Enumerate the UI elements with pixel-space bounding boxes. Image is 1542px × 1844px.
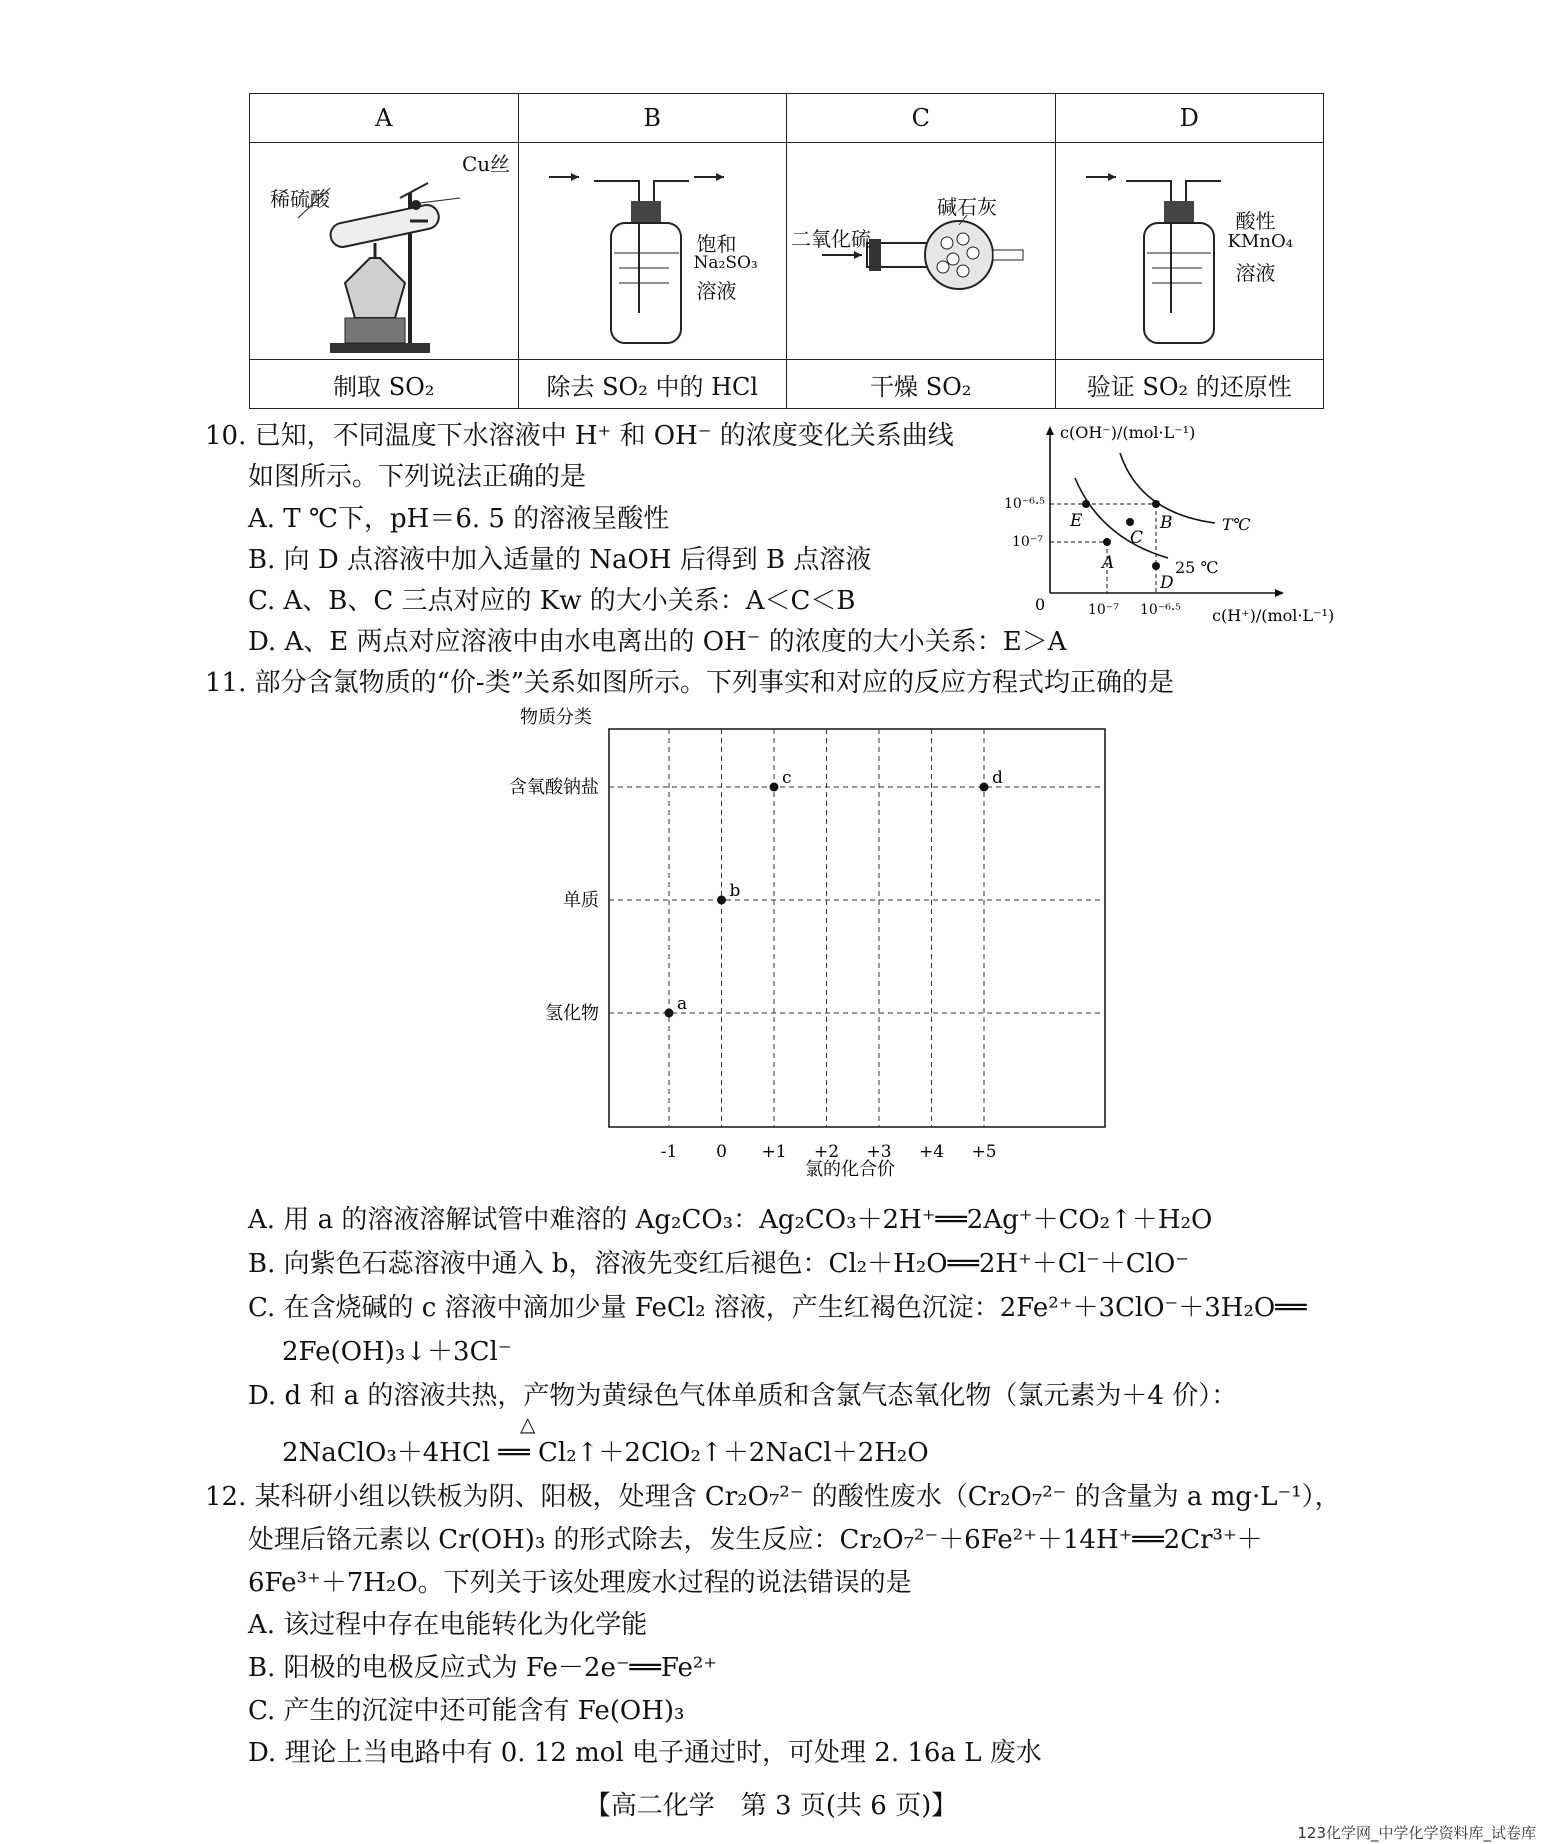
x-tick-label: +1 — [761, 1142, 787, 1162]
d-reagent-line2: KMnO₄ — [1227, 231, 1293, 252]
q10-stem-line2: 如图所示。下列说法正确的是 — [248, 462, 587, 492]
watermark: 123化学网_中学化学资料库_试卷库 — [1297, 1824, 1536, 1842]
curve-25c-label: 25 ℃ — [1175, 558, 1219, 577]
page-footer: 【高二化学 第 3 页(共 6 页)】 — [584, 1791, 958, 1821]
q11-stem: 11. 部分含氯物质的“价-类”关系如图所示。下列事实和对应的反应方程式均正确的是 — [205, 668, 1174, 698]
point-c — [1126, 518, 1134, 526]
q11-option-a: A. 用 a 的溶液溶解试管中难溶的 Ag₂CO₃：Ag₂CO₃＋2H⁺══2Ag⁺＋CO₂↑＋H₂O — [248, 1205, 1213, 1235]
caption-c: 干燥 SO₂ — [787, 360, 1056, 409]
x-tick-label: +5 — [971, 1142, 997, 1162]
header-b: B — [518, 94, 787, 143]
q11-valence-class-chart — [470, 705, 1130, 1200]
q12-stem-line2: 处理后铬元素以 Cr(OH)₃ 的形式除去，发生反应：Cr₂O₇²⁻＋6Fe²⁺＋14H⁺══2Cr³⁺＋ — [248, 1525, 1263, 1555]
wash-bottle-b-illustration — [519, 143, 787, 357]
header-c: C — [787, 94, 1056, 143]
apparatus-a-cell — [250, 143, 519, 360]
b-reagent-line2: Na₂SO₃ — [693, 253, 758, 273]
d-reagent-line1: 酸性 — [1235, 209, 1276, 233]
q12-stem-line3: 6Fe³⁺＋7H₂O。下列关于该处理废水过程的说法错误的是 — [248, 1568, 912, 1598]
category-label: 氢化物 — [545, 1003, 599, 1024]
chart-ylabel: 物质分类 — [520, 707, 592, 728]
point-a — [1103, 538, 1111, 546]
graph-origin: 0 — [1035, 595, 1046, 614]
caption-d: 验证 SO₂ 的还原性 — [1055, 360, 1324, 409]
point-d — [1152, 562, 1160, 570]
q10-option-d: D. A、E 两点对应溶液中由水电离出的 OH⁻ 的浓度的大小关系：E＞A — [248, 627, 1067, 657]
q11-option-b: B. 向紫色石蕊溶液中通入 b，溶液先变红后褪色：Cl₂＋H₂O══2H⁺＋Cl⁻＋ClO⁻ — [248, 1249, 1190, 1279]
x-tick-label: +3 — [866, 1142, 892, 1162]
category-label: 单质 — [563, 890, 599, 911]
ytick-lo: 10⁻⁷ — [1012, 534, 1043, 550]
dilute-acid-label: 稀硫酸 — [270, 187, 330, 211]
q11-option-c-line2: 2Fe(OH)₃↓＋3Cl⁻ — [282, 1337, 512, 1367]
point-label-c: c — [782, 768, 792, 788]
q12-option-a: A. 该过程中存在电能转化为化学能 — [248, 1610, 648, 1640]
q10-option-a: A. T ℃下，pH＝6. 5 的溶液呈酸性 — [248, 504, 670, 534]
curve-25c — [1075, 478, 1168, 558]
heat-symbol: △ — [520, 1412, 536, 1436]
point-label-a: a — [677, 994, 688, 1014]
point-b — [1152, 500, 1160, 508]
point-e — [1082, 500, 1090, 508]
soda-lime-label: 碱石灰 — [937, 195, 997, 219]
q11-option-d-line2: 2NaClO₃＋4HCl ══ Cl₂↑＋2ClO₂↑＋2NaCl＋2H₂O — [282, 1438, 929, 1468]
b-reagent-line1: 饱和 — [696, 232, 737, 256]
q11-option-d-line1: D. d 和 a 的溶液共热，产物为黄绿色气体单质和含氯气态氧化物（氯元素为＋4 价）： — [248, 1381, 1238, 1411]
caption-b: 除去 SO₂ 中的 HCl — [518, 360, 787, 409]
label-d: D — [1160, 573, 1174, 593]
point-c — [770, 783, 779, 792]
caption-a: 制取 SO₂ — [250, 360, 519, 409]
q10-stem-line1: 10. 已知，不同温度下水溶液中 H⁺ 和 OH⁻ 的浓度变化关系曲线 — [205, 421, 954, 451]
header-a: A — [250, 94, 519, 143]
apparatus-d-cell — [1055, 143, 1324, 360]
category-label: 含氧酸钠盐 — [509, 777, 599, 798]
x-tick-label: 0 — [716, 1142, 727, 1162]
xtick-hi: 10⁻⁶·⁵ — [1140, 602, 1181, 618]
xtick-lo: 10⁻⁷ — [1088, 602, 1119, 618]
chart-frame — [609, 729, 1105, 1127]
x-tick-label: +2 — [813, 1142, 840, 1162]
point-a — [665, 1009, 674, 1018]
label-c: C — [1130, 528, 1144, 548]
q12-stem-line1: 12. 某科研小组以铁板为阴、阳极，处理含 Cr₂O₇²⁻ 的酸性废水（Cr₂O₇²⁻ 的含量为 a mg·L⁻¹）， — [205, 1482, 1341, 1512]
apparatus-b-cell — [518, 143, 787, 360]
q12-option-b: B. 阳极的电极反应式为 Fe－2e⁻══Fe²⁺ — [248, 1653, 718, 1683]
header-d: D — [1055, 94, 1324, 143]
so2-gas-label: 二氧化硫 — [791, 227, 871, 251]
point-b — [717, 896, 726, 905]
curve-t-label: T℃ — [1222, 515, 1251, 534]
b-reagent-line3: 溶液 — [696, 279, 737, 303]
ytick-hi: 10⁻⁶·⁵ — [1004, 496, 1045, 512]
label-e: E — [1070, 511, 1083, 531]
apparatus-table — [249, 93, 1324, 409]
q11-option-c-line1: C. 在含烧碱的 c 溶液中滴加少量 FeCl₂ 溶液，产生红褐色沉淀：2Fe²⁺＋3ClO⁻＋3H₂O══ — [248, 1293, 1307, 1323]
graph-ylabel: c(OH⁻)/(mol·L⁻¹) — [1060, 423, 1196, 442]
label-b: B — [1160, 513, 1173, 533]
q10-option-c: C. A、B、C 三点对应的 Kw 的大小关系：A＜C＜B — [248, 586, 856, 616]
x-tick-label: -1 — [660, 1142, 678, 1162]
cu-wire-label: Cu丝 — [462, 152, 511, 176]
point-label-b: b — [729, 881, 741, 901]
apparatus-c-cell — [787, 143, 1056, 360]
q12-option-c: C. 产生的沉淀中还可能含有 Fe(OH)₃ — [248, 1696, 685, 1726]
q10-option-b: B. 向 D 点溶液中加入适量的 NaOH 后得到 B 点溶液 — [248, 545, 872, 575]
graph-xlabel: c(H⁺)/(mol·L⁻¹) — [1212, 606, 1335, 625]
point-d — [980, 783, 989, 792]
chart-xlabel: 氯的化合价 — [805, 1159, 895, 1180]
point-label-d: d — [992, 768, 1003, 788]
q12-option-d: D. 理论上当电路中有 0. 12 mol 电子通过时，可处理 2. 16a L 废水 — [248, 1738, 1042, 1768]
d-reagent-line3: 溶液 — [1235, 261, 1276, 285]
x-tick-label: +4 — [918, 1142, 945, 1162]
label-a: A — [1102, 553, 1115, 573]
q10-kw-graph — [990, 418, 1350, 628]
